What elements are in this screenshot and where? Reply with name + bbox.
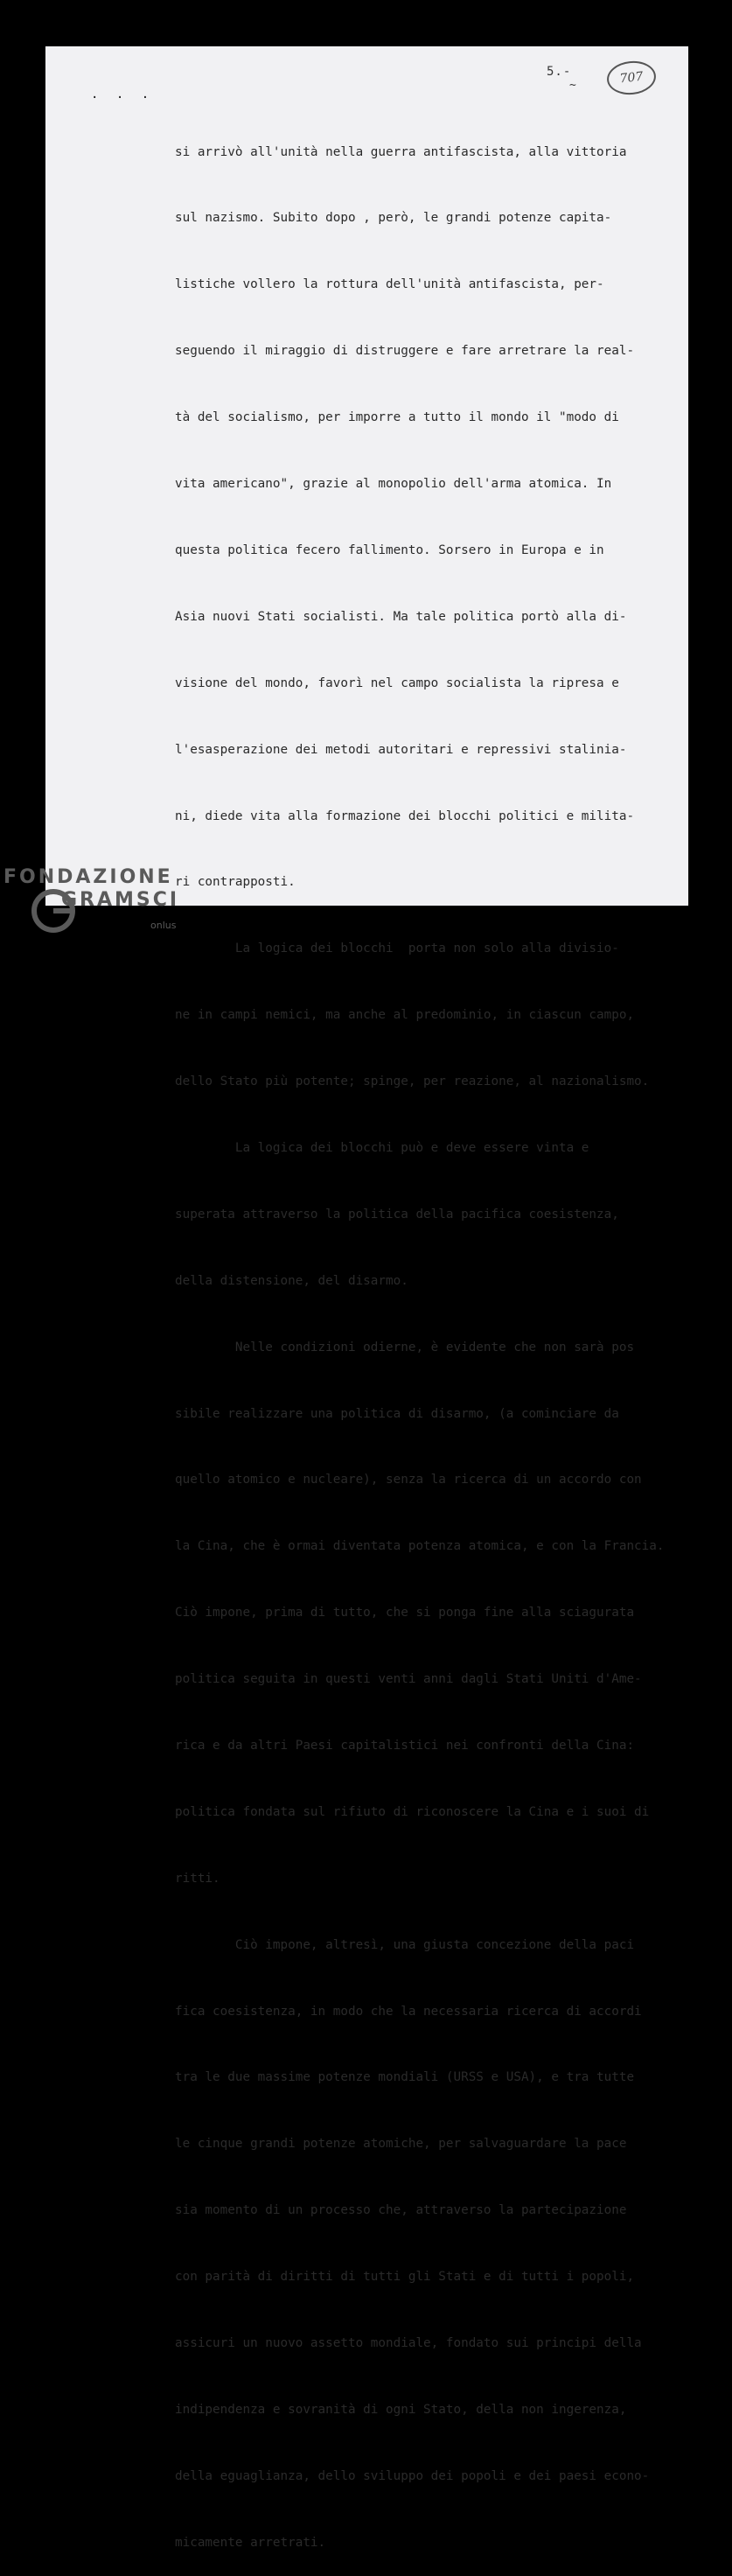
text-line: della eguaglianza, dello sviluppo dei popoli e dei paesi econo- (175, 2468, 650, 2483)
text-line: tra le due massime potenze mondiali (URSS e USA), e tra tutte (175, 2070, 635, 2085)
margin-dots: · · · (91, 91, 155, 105)
text-line: della distensione, del disarmo. (175, 1273, 408, 1288)
text-line: listiche vollero la rottura dell'unità antifascista, per- (175, 277, 604, 292)
body-text (175, 97, 665, 2576)
text-line: quello atomico e nucleare), senza la ricerca di un accordo con (175, 1473, 642, 1488)
text-line: ri contrapposti. (175, 875, 296, 890)
text-line: Ciò impone, altresì, una giusta concezione della paci (175, 1937, 635, 1952)
text-line: sul nazismo. Subito dopo , però, le grandi potenze capita- (175, 211, 612, 226)
text-line: superata attraverso la politica della pacifica coesistenza, (175, 1207, 619, 1222)
text-line: La logica dei blocchi può e deve essere vinta e (175, 1140, 589, 1155)
text-line: assicuri un nuovo assetto mondiale, fondato sui principi della (175, 2335, 642, 2350)
page-mark: ~ (569, 79, 576, 92)
text-line: con parità di diritti di tutti gli Stati e di tutti i popoli, (175, 2270, 635, 2285)
watermark-onlus: onlus (150, 920, 177, 931)
text-line: dello Stato più potente; spinge, per reazione, al nazionalismo. (175, 1074, 650, 1089)
watermark-gramsci: GRAMSCI (61, 889, 180, 911)
text-line: Ciò impone, prima di tutto, che si ponga fine alla sciagurata (175, 1606, 635, 1620)
text-line: si arrivò all'unità nella guerra antifascista, alla vittoria (175, 144, 627, 159)
text-line: Asia nuovi Stati socialisti. Ma tale politica portò alla di- (175, 609, 627, 624)
text-line: seguendo il miraggio di distruggere e fare arretrare la real- (175, 344, 635, 359)
text-line: Nelle condizioni odierne, è evidente che non sarà pos (175, 1340, 635, 1354)
text-line: sia momento di un processo che, attraverso la partecipazione (175, 2203, 627, 2218)
watermark-foundation: FONDAZIONE (3, 866, 173, 888)
text-line: indipendenza e sovranità di ogni Stato, della non ingerenza, (175, 2402, 627, 2417)
text-line: le cinque grandi potenze atomiche, per salvaguardare la pace (175, 2137, 627, 2152)
text-line: politica fondata sul rifiuto di riconoscere la Cina e i suoi di (175, 1804, 650, 1819)
text-line: vita americano", grazie al monopolio dell'arma atomica. In (175, 477, 612, 492)
text-line: rica e da altri Paesi capitalistici nei confronti della Cina: (175, 1738, 635, 1753)
text-line: fica coesistenza, in modo che la necessaria ricerca di accordi (175, 2004, 642, 2019)
text-line: tà del socialismo, per imporre a tutto il mondo il "modo di (175, 410, 619, 425)
page-number: 5.- (547, 65, 572, 79)
text-line: ne in campi nemici, ma anche al predominio, in ciascun campo, (175, 1008, 635, 1023)
text-line: questa politica fecero fallimento. Sorsero in Europa e in (175, 542, 604, 557)
text-line: ni, diede vita alla formazione dei blocchi politici e milita- (175, 808, 635, 823)
text-line: sibile realizzare una politica di disarmo, (a cominciare da (175, 1406, 619, 1421)
archive-stamp-number: 707 (605, 59, 658, 97)
text-line: visione del mondo, favorì nel campo socialista la ripresa e (175, 676, 619, 690)
text-line: ritti. (175, 1871, 220, 1886)
text-line: La logica dei blocchi porta non solo alla divisio- (175, 942, 619, 956)
text-line: micamente arretrati. (175, 2535, 326, 2550)
text-line: l'esasperazione dei metodi autoritari e repressivi stalinia- (175, 742, 627, 757)
text-line: politica seguita in questi venti anni dagli Stati Uniti d'Ame- (175, 1672, 642, 1687)
text-line: la Cina, che è ormai diventata potenza atomica, e con la Francia. (175, 1539, 665, 1554)
